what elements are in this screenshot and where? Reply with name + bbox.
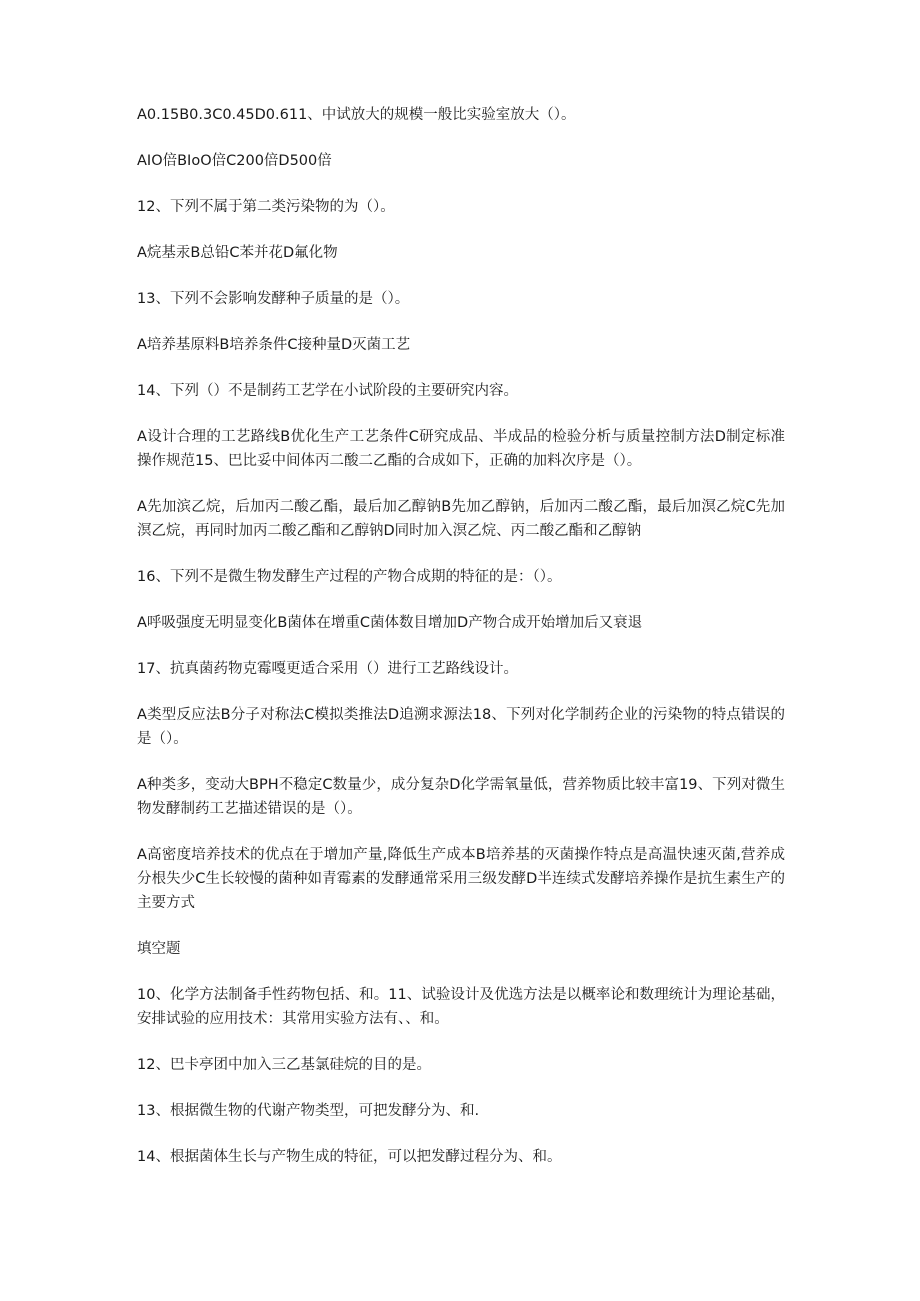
question-12: 12、下列不属于第二类污染物的为（）。	[137, 199, 395, 215]
question-11-options: A0.15B0.3C0.45D0.611、中试放大的规模一般比实验室放大（）。	[137, 107, 576, 123]
question-16-options: A呼吸强度无明显变化B菌体在增重C菌体数目增加D产物合成开始增加后又衰退	[137, 615, 643, 631]
question-19-options: A高密度培养技术的优点在于增加产量,降低生产成本B培养基的灭菌操作特点是高温快速灭菌,营养成分根失少C生长较慢的菌种如青霉素的发酵通常采用三级发酵D半连续式发酵培养操作是抗生素生产的主要方式	[137, 847, 785, 911]
fill-question-13: 13、根据微生物的代谢产物类型，可把发酵分为、和.	[137, 1103, 480, 1119]
question-12-options: A烷基汞B总铅C苯并花D氟化物	[137, 245, 338, 261]
question-13: 13、下列不会影响发酵种子质量的是（）。	[137, 291, 410, 307]
section-heading-fill-in: 填空题	[137, 941, 181, 957]
question-17-options: A类型反应法B分子对称法C模拟类推法D追溯求源法18、下列对化学制药企业的污染物的特点错误的是（）。	[137, 707, 785, 747]
question-17: 17、抗真菌药物克霉嘎更适合采用（）进行工艺路线设计。	[137, 661, 518, 677]
fill-question-14: 14、根据菌体生长与产物生成的特征，可以把发酵过程分为、和。	[137, 1149, 562, 1165]
question-14-options: A设计合理的工艺路线B优化生产工艺条件C研究成品、半成品的检验分析与质量控制方法D制定标准操作规范15、巴比妥中间体丙二酸二乙酯的合成如下，正确的加料次序是（）。	[137, 429, 785, 469]
fill-question-10-11: 10、化学方法制备手性药物包括、和。11、试验设计及优选方法是以概率论和数理统计为理论基础，安排试验的应用技术：其常用实验方法有、、和。	[137, 987, 785, 1027]
fill-question-12: 12、巴卡亭团中加入三乙基氯硅烷的目的是。	[137, 1057, 431, 1073]
question-15-options: A先加滨乙烷，后加丙二酸乙酯，最后加乙醇钠B先加乙醇钠，后加丙二酸乙酯，最后加溟乙烷C先加溟乙烷，再同时加丙二酸乙酯和乙醇钠D同时加入溟乙烷、丙二酸乙酯和乙醇钠	[137, 499, 785, 539]
document-page	[137, 103, 785, 1191]
question-13-options: A培养基原料B培养条件C接种量D灭菌工艺	[137, 337, 411, 353]
question-16: 16、下列不是微生物发酵生产过程的产物合成期的特征的是：（）。	[137, 569, 562, 585]
question-11-answers: AIO倍BIoO倍C200倍D500倍	[137, 153, 332, 169]
question-14: 14、下列（）不是制药工艺学在小试阶段的主要研究内容。	[137, 383, 518, 399]
question-18-options: A种类多，变动大BPH不稳定C数量少，成分复杂D化学需氧量低，营养物质比较丰富19、下列对微生物发酵制药工艺描述错误的是（）。	[137, 777, 785, 817]
